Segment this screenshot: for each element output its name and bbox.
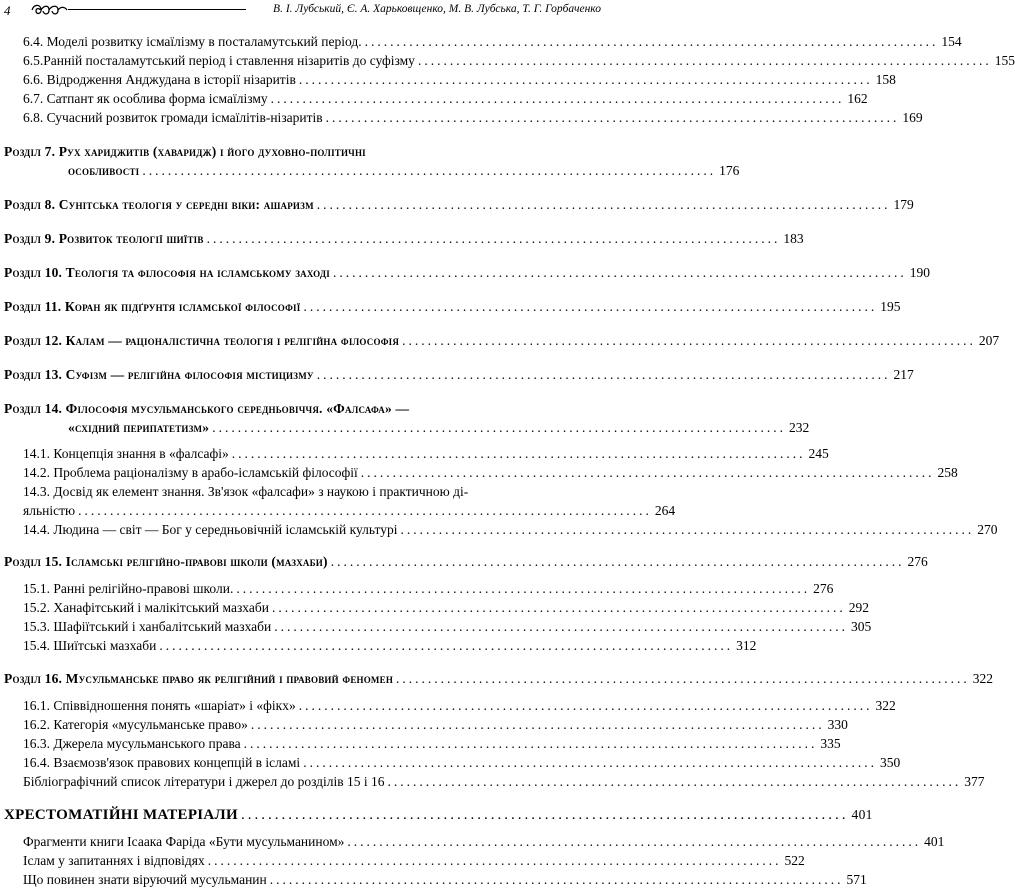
page-header [0, 0, 607, 24]
toc-entry: 14.3. Досвід як елемент знання. Зв'язок «фалсафи» з наукою і практичною ді- [23, 484, 469, 499]
page-number: 4 [4, 3, 11, 18]
toc-chapter-continued: особливості .......................................................................................... 176 [68, 163, 740, 178]
toc-entry: Бібліографічний список літератури і джерел до розділів 15 і 16 .......................................................................................... 377 [23, 774, 985, 789]
toc-entry: 16.4. Взаємозв'язок правових концепцій в ісламі .......................................................................................... 350 [23, 755, 901, 770]
toc-entry: 6.4. Моделі розвитку ісмаїлізму в посталамутський період. .......................................................................................... 154 [23, 34, 962, 49]
toc-entry: 6.8. Сучасний розвиток громади ісмаїлітів-нізаритів .......................................................................................... 169 [23, 110, 923, 125]
toc-chapter-continued: «східний перипатетизм» .......................................................................................... 232 [68, 420, 810, 435]
toc-entry: 14.4. Людина — світ — Бог у середньовічній ісламській культурі .......................................................................................... 270 [23, 522, 998, 537]
toc-chapter: Розділ 9. Розвиток теології шиїтів .......................................................................................... 183 [4, 231, 804, 246]
toc-entry: 6.7. Сатпант як особлива форма ісмаїлізму .......................................................................................... 162 [23, 91, 868, 106]
toc-entry: 15.4. Шиїтські мазхаби .......................................................................................... 312 [23, 638, 757, 653]
toc-entry: 14.1. Концепція знання в «фалсафі» .......................................................................................... 245 [23, 446, 829, 461]
toc-part: ХРЕСТОМАТІЙНІ МАТЕРІАЛИ .......................................................................................... 401 [4, 807, 873, 823]
toc-entry: Фрагменти книги Ісаака Фаріда «Бути мусульманином» .......................................................................................... 401 [23, 834, 945, 849]
toc-chapter: Розділ 8. Сунітська теологія у середні віки: ашаризм .......................................................................................... 179 [4, 197, 914, 212]
authors: В. І. Лубський, Є. А. Харьковщенко, М. В. Лубська, Т. Г. Горбаченко [273, 3, 601, 15]
toc-chapter: Розділ 12. Калам — раціоналістична теологія і релігійна філософія .......................................................................................... 207 [4, 333, 1000, 348]
toc-entry: Що повинен знати віруючий мусульманин .......................................................................................... 571 [23, 872, 867, 887]
header-rule [68, 9, 246, 10]
toc-chapter: Розділ 10. Теологія та філософія на ісламському заході .......................................................................................... 190 [4, 265, 930, 280]
toc-entry: 16.3. Джерела мусульманського права .......................................................................................... 335 [23, 736, 841, 751]
toc-entry: 16.1. Співвідношення понять «шаріат» і «фікх» .......................................................................................... 322 [23, 698, 896, 713]
toc-entry: 16.2. Категорія «мусульманське право» .......................................................................................... 330 [23, 717, 848, 732]
toc-chapter: Розділ 13. Суфізм — релігійна філософія містицизму .......................................................................................... 217 [4, 367, 914, 382]
toc-chapter: Розділ 11. Коран як підґрунтя ісламської філософії .......................................................................................... 195 [4, 299, 901, 314]
toc-entry: 6.6. Відродження Анджудана в історії нізаритів .......................................................................................... 158 [23, 72, 896, 87]
toc-chapter: Розділ 14. Філософія мусульманського середньовіччя. «Фалсафа» — [4, 401, 410, 416]
toc-entry: Іслам у запитаннях і відповідях .......................................................................................... 522 [23, 853, 805, 868]
toc-entry-continued: яльністю .......................................................................................... 264 [23, 503, 676, 518]
toc-entry: 15.2. Ханафітський і малікітський мазхаби .......................................................................................... 292 [23, 600, 869, 615]
toc-chapter: Розділ 16. Мусульманське право як релігійний і правовий феномен .......................................................................................... 322 [4, 671, 994, 686]
toc-chapter: Розділ 7. Рух хариджитів (хаваридж) і його духовно-політичні [4, 144, 366, 159]
toc-entry: 15.3. Шафіїтський і ханбалітський мазхаби .......................................................................................... 305 [23, 619, 872, 634]
toc-entry: 15.1. Ранні релігійно-правові школи. .......................................................................................... 276 [23, 581, 834, 596]
ornament-icon [30, 3, 68, 17]
toc-chapter: Розділ 15. Ісламські релігійно-правові школи (мазхаби) .......................................................................................... 276 [4, 554, 928, 569]
toc-entry: 14.2. Проблема раціоналізму в арабо-ісламській філософії .......................................................................................... 258 [23, 465, 958, 480]
toc-entry: 6.5.Ранній посталамутський період і ставлення нізаритів до суфізму .......................................................................................... 155 [23, 53, 1015, 68]
